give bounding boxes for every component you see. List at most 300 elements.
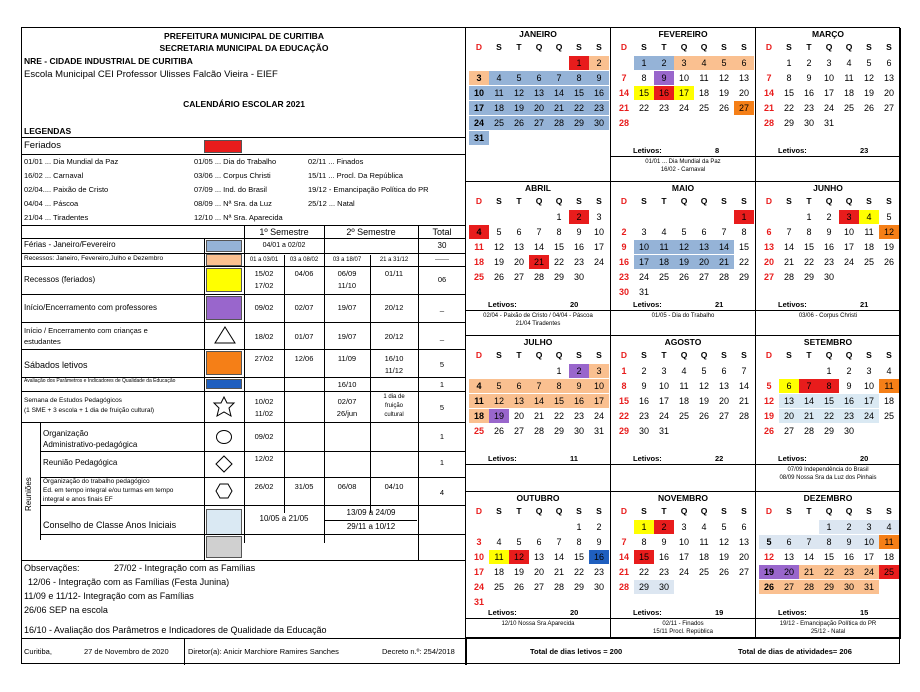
inicio-swatch (206, 296, 242, 320)
weekday-header: S (866, 42, 872, 52)
day-cell: 27 (783, 426, 794, 436)
day-cell: 21 (618, 567, 629, 577)
day-cell: 22 (553, 257, 564, 267)
day-cell: 16 (573, 242, 584, 252)
day-cell: 7 (536, 227, 542, 237)
day-cell: 6 (779, 379, 799, 393)
ini2-a: 18/02 (254, 332, 274, 341)
weekday-header: Q (680, 350, 688, 360)
day-cell: 29 (634, 580, 654, 594)
day-cell: 13 (694, 240, 714, 254)
day-cell: 28 (783, 272, 794, 282)
day-cell: 31 (593, 426, 604, 436)
day-cell: 2 (569, 210, 589, 224)
day-cell: 28 (533, 272, 544, 282)
day-cell: 19 (493, 257, 504, 267)
day-cell: 4 (469, 379, 489, 393)
day-cell: 27 (883, 103, 894, 113)
day-cell: 26 (763, 426, 774, 436)
day-cell: 29 (819, 580, 839, 594)
day-cell: 12 (698, 381, 709, 391)
day-cell: 12 (718, 73, 729, 83)
month-12 (756, 492, 901, 638)
day-cell: 4 (694, 56, 714, 70)
day-cell: 4 (859, 210, 879, 224)
weekday-header: S (886, 506, 892, 516)
weekday-header: S (886, 350, 892, 360)
day-cell: 18 (698, 88, 709, 98)
row-org2-b: Ed. em tempo integral e/ou turmas em tempo (43, 487, 174, 494)
day-cell: 17 (859, 394, 879, 408)
day-cell: 8 (556, 227, 562, 237)
day-cell: 14 (738, 381, 749, 391)
reunioes-label: Reuniões (24, 477, 33, 511)
day-cell: 30 (573, 272, 584, 282)
day-cell: 7 (556, 537, 562, 547)
weekday-header: S (496, 196, 502, 206)
weekday-header: Q (700, 506, 708, 516)
day-cell: 6 (721, 366, 727, 376)
day-cell: 22 (783, 103, 794, 113)
obs-2: 12/06 - Integração com as Famílias (Festa Junina) (28, 577, 230, 587)
letivos-label: Letivos: (633, 454, 662, 463)
day-cell: 1 (634, 56, 654, 70)
day-cell: 21 (529, 255, 549, 269)
day-cell: 6 (741, 522, 747, 532)
org2-c: 06/08 (337, 482, 357, 491)
day-cell: 24 (593, 257, 604, 267)
footer-letivos: Total de dias letivos = 200 (530, 647, 623, 656)
day-cell: 9 (661, 537, 667, 547)
month-event: 01/05 - Dia do Trabalho (651, 313, 715, 319)
day-cell: 15 (803, 242, 814, 252)
day-cell: 19 (718, 552, 729, 562)
month-event: 02/04 - Paixão de Cristo / 04/04 - Páscoa (483, 313, 593, 319)
day-cell: 20 (513, 257, 524, 267)
day-cell: 22 (738, 257, 749, 267)
weekday-header: Q (535, 196, 543, 206)
day-cell: 17 (674, 86, 694, 100)
weekday-header: S (741, 196, 747, 206)
day-cell: 30 (593, 582, 604, 592)
day-cell: 31 (469, 131, 489, 145)
month-3 (756, 28, 901, 182)
sem-d3: cultural (384, 412, 404, 418)
day-cell: 2 (569, 364, 589, 378)
weekday-header: D (475, 506, 483, 516)
day-cell: 7 (529, 379, 549, 393)
day-cell: 2 (641, 366, 647, 376)
day-cell: 14 (803, 552, 814, 562)
day-cell: 1 (569, 56, 589, 70)
weekday-header: Q (555, 506, 563, 516)
day-cell: 22 (638, 567, 649, 577)
obs-3: 11/09 e 11/12- Integração com as Famílias (24, 591, 194, 601)
month-event: 12/10 Nossa Sra Aparecida (501, 621, 575, 627)
weekday-header: Q (845, 196, 853, 206)
day-cell: 4 (681, 366, 687, 376)
weekday-header: T (806, 42, 812, 52)
divider (756, 310, 900, 311)
letivos-count: 19 (715, 608, 724, 617)
day-cell: 10 (678, 73, 689, 83)
letivos-count: 20 (860, 454, 869, 463)
col-total: Total (432, 227, 452, 237)
day-cell: 12 (489, 394, 509, 408)
recf-c1: 06/09 (337, 269, 357, 278)
row-semana-1: Semana de Estudos Pedagógicos (24, 397, 122, 404)
weekday-header: S (866, 350, 872, 360)
holiday-item: 08/09 ... Nª Sra. da Luz (194, 199, 272, 208)
month-title: OUTUBRO (516, 493, 560, 503)
weekday-header: D (765, 196, 773, 206)
holiday-item: 25/12 ... Natal (308, 199, 355, 208)
holiday-item: 21/04 ... Tiradentes (24, 213, 89, 222)
ini-a: 09/02 (254, 303, 274, 312)
day-cell: 17 (658, 396, 669, 406)
day-cell: 18 (863, 242, 874, 252)
weekday-header: Q (825, 506, 833, 516)
day-cell: 13 (883, 73, 894, 83)
weekday-header: S (496, 350, 502, 360)
day-cell: 3 (839, 210, 859, 224)
sem-d1: 1 dia de (383, 394, 405, 400)
day-cell: 18 (654, 255, 674, 269)
divider (466, 464, 610, 465)
day-cell: 4 (661, 227, 667, 237)
day-cell: 25 (473, 272, 484, 282)
weekday-header: S (886, 42, 892, 52)
weekday-header: T (806, 196, 812, 206)
day-cell: 9 (654, 71, 674, 85)
day-cell: 16 (589, 550, 609, 564)
day-cell: 26 (759, 580, 779, 594)
day-cell: 15 (819, 394, 839, 408)
weekday-header: D (765, 506, 773, 516)
day-cell: 19 (489, 409, 509, 423)
day-cell: 15 (618, 396, 629, 406)
day-cell: 21 (618, 103, 629, 113)
day-cell: 19 (509, 101, 529, 115)
day-cell: 30 (618, 287, 629, 297)
month-event: 15/11 Procl. República (653, 629, 713, 635)
day-cell: 15 (634, 86, 654, 100)
day-cell: 17 (589, 394, 609, 408)
sab-d2: 11/12 (384, 366, 404, 375)
day-cell: 27 (529, 116, 549, 130)
day-cell: 16 (823, 242, 834, 252)
holiday-item: 04/04 ... Páscoa (24, 199, 79, 208)
gray-swatch (206, 536, 242, 558)
row-inicio2-b: estudantes (24, 337, 61, 346)
day-cell: 15 (783, 88, 794, 98)
day-cell: 24 (469, 116, 489, 130)
day-cell: 22 (638, 103, 649, 113)
day-cell: 26 (698, 411, 709, 421)
day-cell: 4 (469, 225, 489, 239)
weekday-header: S (641, 506, 647, 516)
weekday-header: S (641, 42, 647, 52)
weekday-header: T (661, 42, 667, 52)
day-cell: 28 (533, 426, 544, 436)
day-cell: 10 (634, 240, 654, 254)
day-cell: 23 (618, 272, 629, 282)
row-org2-c: integral e anos finais EF (43, 496, 113, 503)
day-cell: 24 (638, 272, 649, 282)
weekday-header: Q (535, 42, 543, 52)
day-cell: 25 (843, 103, 854, 113)
day-cell: 5 (714, 56, 734, 70)
day-cell: 14 (618, 88, 629, 98)
day-cell: 27 (698, 272, 709, 282)
day-cell: 9 (576, 227, 582, 237)
month-4 (466, 182, 611, 336)
day-cell: 31 (859, 580, 879, 594)
weekday-header: D (765, 350, 773, 360)
footer-decree: Decreto n.º: 254/2018 (382, 647, 455, 656)
month-event: 08/09 Nossa Sra da Luz dos Pinhais (779, 475, 877, 481)
col-semestre-2: 2º Semestre (346, 227, 396, 237)
weekday-header: T (516, 506, 522, 516)
letivos-label: Letivos: (778, 146, 807, 155)
day-cell: 5 (721, 522, 727, 532)
day-cell: 20 (779, 409, 799, 423)
day-cell: 11 (699, 73, 709, 83)
day-cell: 28 (549, 116, 569, 130)
ini-b: 02/07 (294, 303, 314, 312)
day-cell: 22 (618, 411, 629, 421)
weekday-header: D (475, 42, 483, 52)
day-cell: 29 (573, 582, 584, 592)
ferias-total: 30 (437, 241, 447, 250)
weekday-header: S (741, 506, 747, 516)
month-title: MARÇO (811, 29, 845, 39)
day-cell: 16 (638, 396, 649, 406)
day-cell: 14 (549, 86, 569, 100)
day-cell: 27 (763, 272, 774, 282)
day-cell: 7 (786, 227, 792, 237)
divider (611, 156, 755, 157)
weekday-header: D (620, 506, 628, 516)
month-event: 01/01 ... Dia Mundial da Paz (645, 159, 721, 165)
calendar-title: CALENDÁRIO ESCOLAR 2021 (183, 99, 305, 109)
day-cell: 20 (738, 88, 749, 98)
day-cell: 29 (783, 118, 794, 128)
month-title: NOVEMBRO (657, 493, 709, 503)
day-cell: 19 (863, 88, 874, 98)
weekday-header: Q (845, 42, 853, 52)
month-6 (756, 182, 901, 336)
footer-city: Curitiba, (24, 647, 52, 656)
day-cell: 2 (846, 366, 852, 376)
weekday-header: S (576, 350, 582, 360)
recf-a2: 17/02 (254, 281, 274, 290)
org1-a: 09/02 (254, 432, 274, 441)
day-cell: 17 (469, 101, 489, 115)
holiday-item: 07/09 ... Ind. do Brasil (194, 185, 267, 194)
day-cell: 29 (823, 426, 834, 436)
day-cell: 28 (799, 580, 819, 594)
weekday-header: Q (535, 506, 543, 516)
day-cell: 8 (641, 73, 647, 83)
weekday-header: Q (555, 196, 563, 206)
holiday-item: 01/01 ... Dia Mundial da Paz (24, 157, 119, 166)
weekday-header: T (806, 350, 812, 360)
reun-a: 12/02 (254, 454, 274, 463)
day-cell: 1 (621, 366, 627, 376)
header-line-3: NRE - CIDADE INDUSTRIAL DE CURITIBA (24, 56, 193, 66)
day-cell: 8 (576, 537, 582, 547)
day-cell: 5 (681, 227, 687, 237)
weekday-header: D (620, 42, 628, 52)
day-cell: 5 (516, 537, 522, 547)
weekday-header: S (886, 196, 892, 206)
weekday-header: S (641, 196, 647, 206)
day-cell: 30 (654, 580, 674, 594)
day-cell: 24 (678, 103, 689, 113)
day-cell: 2 (589, 56, 609, 70)
org2-a: 26/02 (254, 482, 274, 491)
sem-a1: 10/02 (254, 397, 274, 406)
day-cell: 2 (596, 522, 602, 532)
header-line-1: PREFEITURA MUNICIPAL DE CURITIBA (164, 31, 324, 41)
day-cell: 21 (738, 396, 749, 406)
footer-date: 27 de Novembro de 2020 (84, 647, 169, 656)
avaliacao-swatch (206, 379, 242, 389)
day-cell: 26 (863, 103, 874, 113)
letivos-count: 23 (860, 146, 869, 155)
circle-icon (215, 429, 233, 445)
day-cell: 18 (489, 101, 509, 115)
row-inicio2-a: Início / Encerramento com crianças e (24, 326, 148, 335)
day-cell: 24 (658, 411, 669, 421)
day-cell: 14 (553, 552, 564, 562)
day-cell: 23 (593, 567, 604, 577)
day-cell: 21 (549, 101, 569, 115)
day-cell: 20 (763, 257, 774, 267)
weekday-header: Q (825, 196, 833, 206)
day-cell: 30 (839, 580, 859, 594)
org2-total: 4 (439, 488, 445, 497)
weekday-header: T (661, 196, 667, 206)
row-conselho: Conselho de Classe Anos Iniciais (43, 520, 177, 530)
day-cell: 15 (738, 242, 749, 252)
day-cell: 9 (569, 379, 589, 393)
weekday-header: S (641, 350, 647, 360)
weekday-header: Q (845, 350, 853, 360)
day-cell: 15 (634, 550, 654, 564)
day-cell: 15 (553, 242, 564, 252)
day-cell: 12 (863, 73, 874, 83)
day-cell: 14 (799, 394, 819, 408)
letivos-count: 8 (715, 146, 720, 155)
row-ferias: Férias - Janeiro/Fevereiro (24, 240, 116, 249)
letivos-label: Letivos: (778, 300, 807, 309)
sab-total: 5 (439, 360, 445, 369)
weekday-header: Q (845, 506, 853, 516)
day-cell: 8 (741, 227, 747, 237)
day-cell: 15 (823, 552, 834, 562)
day-cell: 10 (678, 537, 689, 547)
aval-total: 1 (439, 380, 445, 389)
day-cell: 3 (596, 212, 602, 222)
day-cell: 26 (718, 103, 729, 113)
footer-atividades: Total de dias de atividades= 206 (738, 647, 852, 656)
weekday-header: S (496, 506, 502, 516)
day-cell: 23 (658, 103, 669, 113)
day-cell: 3 (859, 520, 879, 534)
day-cell: 25 (489, 116, 509, 130)
day-cell: 5 (886, 212, 892, 222)
day-cell: 27 (533, 582, 544, 592)
weekday-header: Q (555, 350, 563, 360)
divider (611, 310, 755, 311)
day-cell: 3 (641, 227, 647, 237)
day-cell: 12 (493, 242, 504, 252)
day-cell: 11 (474, 242, 484, 252)
weekday-header: S (786, 42, 792, 52)
day-cell: 14 (618, 552, 629, 562)
weekday-header: T (516, 42, 522, 52)
conselho-swatch (206, 509, 242, 535)
day-cell: 19 (674, 255, 694, 269)
month-1 (466, 28, 611, 182)
day-cell: 1 (634, 520, 654, 534)
month-11 (611, 492, 756, 638)
day-cell: 1 (819, 520, 839, 534)
day-cell: 18 (678, 396, 689, 406)
day-cell: 10 (589, 379, 609, 393)
day-cell: 27 (734, 101, 754, 115)
day-cell: 13 (718, 381, 729, 391)
day-cell: 26 (883, 257, 894, 267)
day-cell: 6 (701, 227, 707, 237)
divider (756, 464, 900, 465)
ini2-total: _ (439, 332, 445, 341)
day-cell: 25 (698, 567, 709, 577)
day-cell: 4 (496, 537, 502, 547)
day-cell: 7 (741, 366, 747, 376)
day-cell: 27 (513, 426, 524, 436)
day-cell: 30 (638, 426, 649, 436)
day-cell: 8 (806, 227, 812, 237)
letivos-count: 15 (860, 608, 869, 617)
sem-d2: fruição (384, 403, 403, 409)
day-cell: 31 (823, 118, 834, 128)
day-cell: 26 (513, 582, 524, 592)
day-cell: 13 (529, 86, 549, 100)
weekday-header: S (721, 350, 727, 360)
day-cell: 9 (806, 73, 812, 83)
day-cell: 23 (823, 257, 834, 267)
day-cell: 16 (654, 86, 674, 100)
feriados-swatch (204, 140, 242, 153)
day-cell: 17 (473, 567, 484, 577)
day-cell: 21 (553, 567, 564, 577)
weekday-header: T (661, 506, 667, 516)
weekday-header: D (620, 196, 628, 206)
day-cell: 1 (576, 522, 582, 532)
org1-total: 1 (439, 432, 445, 441)
day-cell: 11 (469, 394, 489, 408)
day-cell: 4 (701, 522, 707, 532)
day-cell: 14 (533, 242, 544, 252)
month-event: 25/12 - Natal (810, 629, 846, 635)
obs-5: 16/10 - Avaliação dos Parâmetros e Indicadores de Qualidade da Educação (24, 625, 327, 635)
day-cell: 14 (763, 88, 774, 98)
row-recessos: Recessos: Janeiro, Fevereiro,Julho e Dezembro (24, 255, 164, 262)
calendar-grid (466, 28, 901, 638)
